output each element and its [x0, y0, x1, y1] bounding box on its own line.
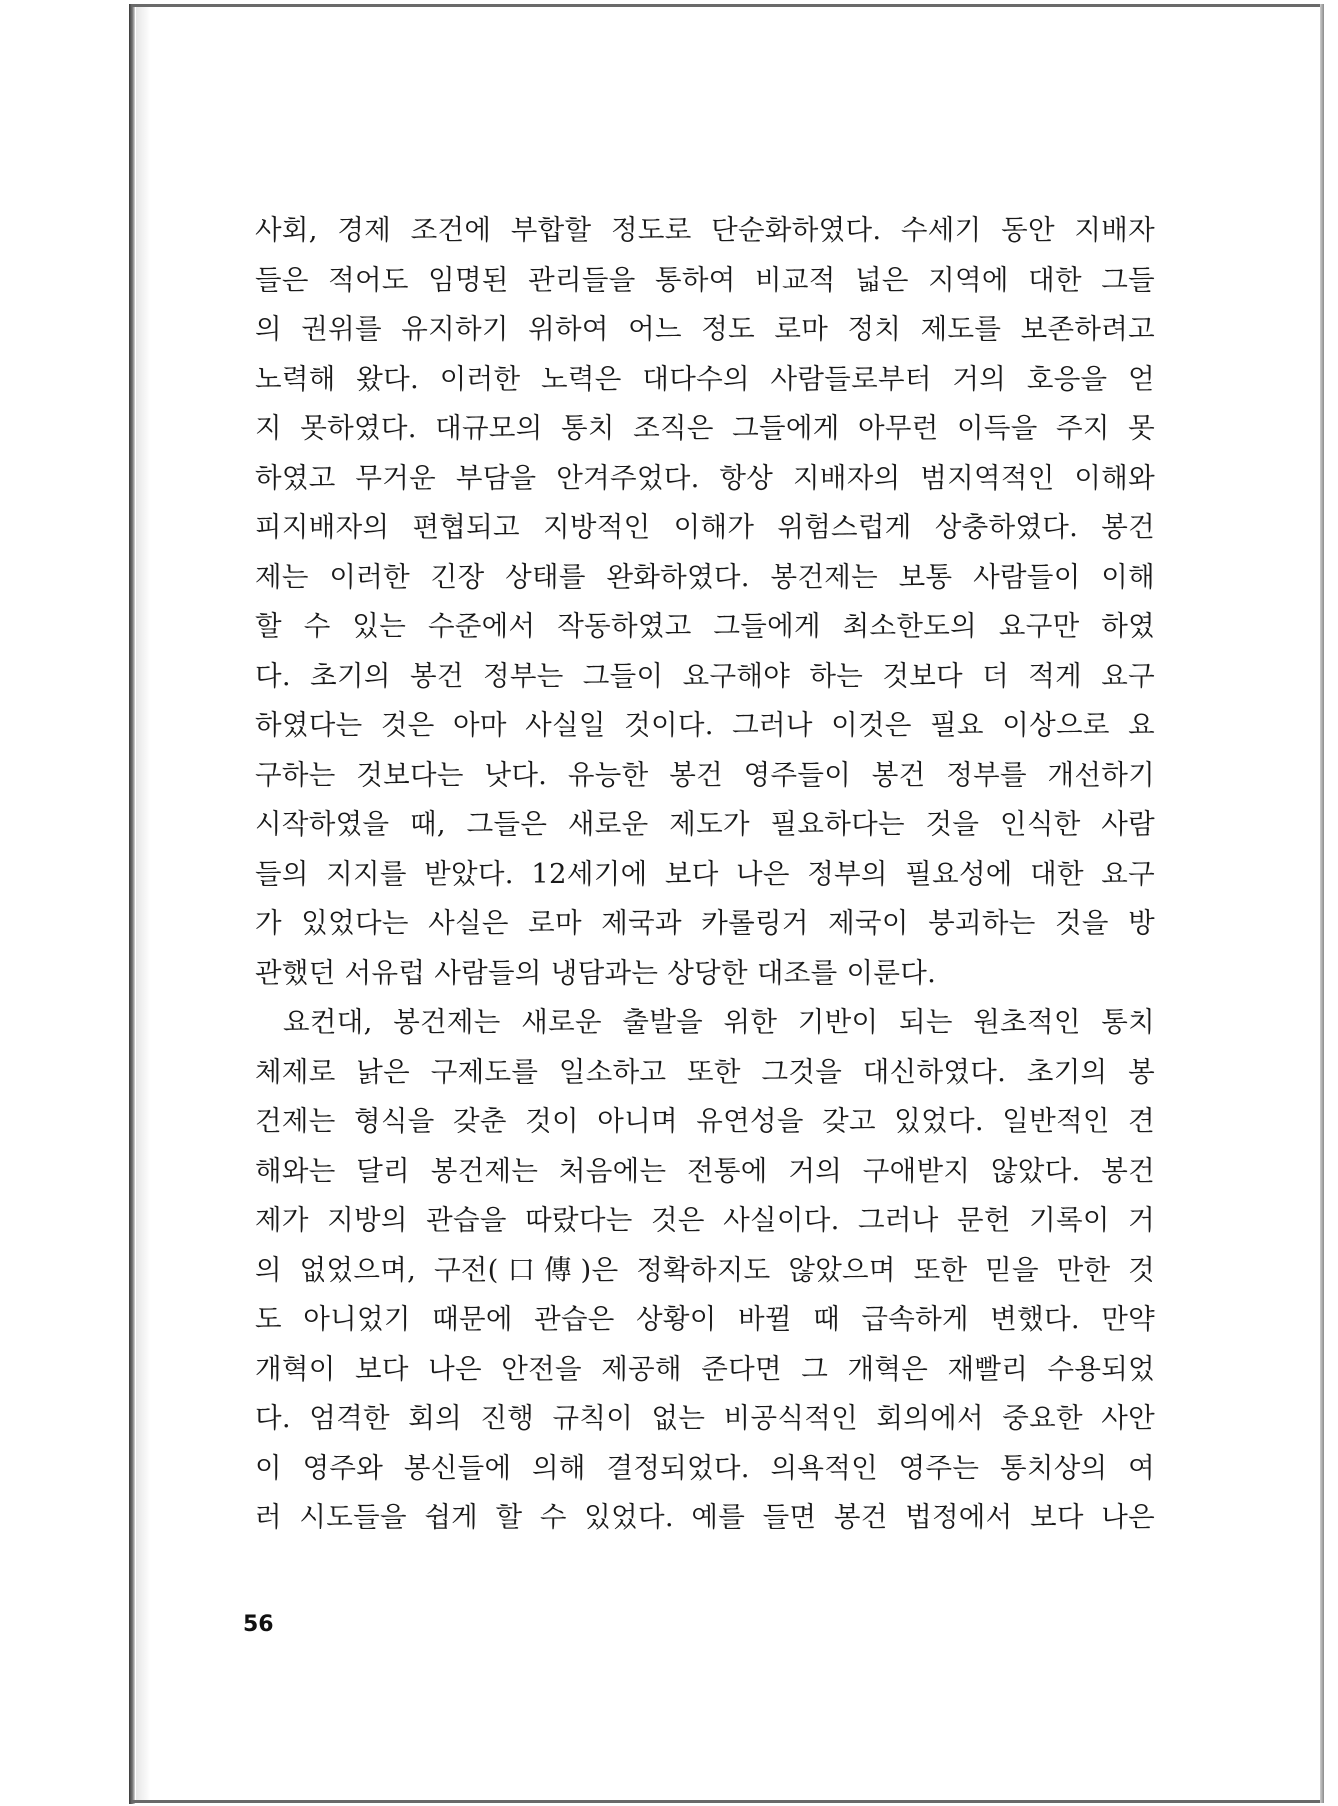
page-left-edge	[129, 4, 135, 1804]
text-line: 하였고 무거운 부담을 안겨주었다. 항상 지배자의 범지역적인 이해와	[255, 461, 1155, 494]
page-top-edge	[132, 4, 1322, 7]
text-line: 해와는 달리 봉건제는 처음에는 전통에 거의 구애받지 않았다. 봉건	[255, 1154, 1155, 1187]
page-right-edge	[1320, 4, 1324, 1803]
text-line: 시작하였을 때, 그들은 새로운 제도가 필요하다는 것을 인식한 사람	[255, 808, 1155, 840]
page-bottom-edge	[132, 1800, 1322, 1803]
text-line: 다. 초기의 봉건 정부는 그들이 요구해야 하는 것보다 더 적게 요구	[255, 659, 1155, 692]
text-line: 노력해 왔다. 이러한 노력은 대다수의 사람들로부터 거의 호응을 얻	[255, 362, 1155, 395]
text-line: 들은 적어도 임명된 관리들을 통하여 비교적 넓은 지역에 대한 그들	[255, 263, 1155, 296]
text-line: 구하는 것보다는 낫다. 유능한 봉건 영주들이 봉건 정부를 개선하기	[255, 758, 1155, 791]
text-line: 들의 지지를 받았다. 12세기에 보다 나은 정부의 필요성에 대한 요구	[255, 857, 1155, 890]
text-line: 제가 지방의 관습을 따랐다는 것은 사실이다. 그러나 문헌 기록이 거	[255, 1204, 1155, 1236]
text-line: 하였다는 것은 아마 사실일 것이다. 그러나 이것은 필요 이상으로 요	[255, 709, 1155, 741]
text-line: 제는 이러한 긴장 상태를 완화하였다. 봉건제는 보통 사람들이 이해	[255, 560, 1155, 593]
body-text	[255, 206, 1155, 1543]
page-number: 56	[243, 1612, 274, 1637]
text-line: 건제는 형식을 갖춘 것이 아니며 유연성을 갖고 있었다. 일반적인 견	[255, 1105, 1155, 1137]
text-line: 개혁이 보다 나은 안전을 제공해 준다면 그 개혁은 재빨리 수용되었	[255, 1352, 1155, 1385]
paragraph-2	[255, 998, 1155, 1543]
text-line: 사회, 경제 조건에 부합할 정도로 단순화하였다. 수세기 동안 지배자	[255, 214, 1155, 246]
text-line: 이 영주와 봉신들에 의해 결정되었다. 의욕적인 영주는 통치상의 여	[255, 1451, 1155, 1484]
text-line: 의 권위를 유지하기 위하여 어느 정도 로마 정치 제도를 보존하려고	[255, 313, 1155, 345]
page-gutter-shadow	[136, 7, 150, 1800]
text-line: 가 있었다는 사실은 로마 제국과 카롤링거 제국이 붕괴하는 것을 방	[255, 907, 1155, 939]
text-line: 관했던 서유럽 사람들의 냉담과는 상당한 대조를 이룬다.	[255, 956, 937, 989]
text-line: 의 없었으며, 구전(口傳)은 정확하지도 않았으며 또한 믿을 만한 것	[255, 1253, 1155, 1286]
text-line: 다. 엄격한 회의 진행 규칙이 없는 비공식적인 회의에서 중요한 사안	[255, 1402, 1155, 1434]
text-line: 지 못하였다. 대규모의 통치 조직은 그들에게 아무런 이득을 주지 못	[255, 412, 1155, 444]
text-line: 도 아니었기 때문에 관습은 상황이 바뀔 때 급속하게 변했다. 만약	[255, 1303, 1155, 1335]
text-line: 체제로 낡은 구제도를 일소하고 또한 그것을 대신하였다. 초기의 봉	[255, 1055, 1155, 1088]
text-line: 러 시도들을 쉽게 할 수 있었다. 예를 들면 봉건 법정에서 보다 나은	[255, 1501, 1155, 1533]
paragraph-1	[255, 206, 1155, 998]
text-line: 할 수 있는 수준에서 작동하였고 그들에게 최소한도의 요구만 하였	[255, 610, 1155, 642]
text-line: 요컨대, 봉건제는 새로운 출발을 위한 기반이 되는 원초적인 통치	[283, 1006, 1155, 1038]
text-line: 피지배자의 편협되고 지방적인 이해가 위험스럽게 상충하였다. 봉건	[255, 511, 1155, 543]
